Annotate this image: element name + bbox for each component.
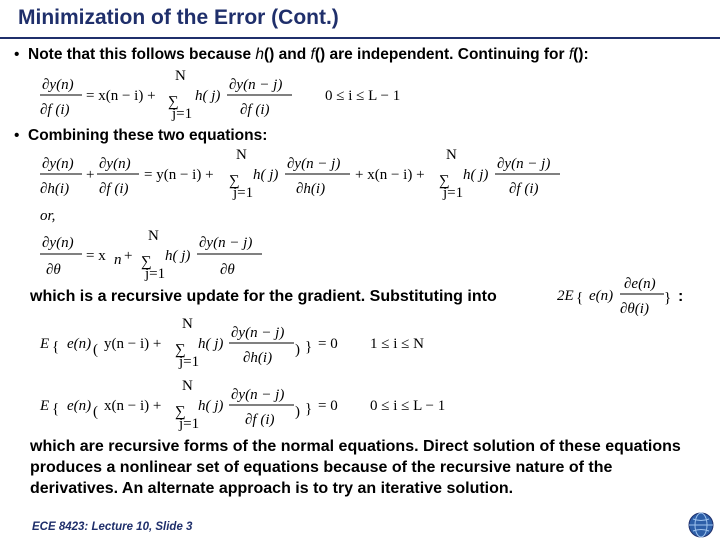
- svg-text:h( j): h( j): [253, 167, 279, 183]
- svg-text:+: +: [86, 167, 95, 183]
- svg-text:}: }: [664, 290, 672, 306]
- bullet1-text-a: Note that this follows because: [28, 46, 256, 63]
- para1-colon: :: [678, 288, 684, 305]
- svg-text:j=1: j=1: [145, 266, 166, 282]
- bullet1-h: h: [255, 46, 264, 63]
- svg-text:∂y(n): ∂y(n): [99, 156, 131, 172]
- bullet1-text-d: ():: [573, 46, 589, 63]
- bullet-dot: •: [14, 127, 20, 144]
- globe-logo-icon: [688, 512, 714, 538]
- svg-text:): ): [295, 404, 300, 420]
- svg-text:∂y(n): ∂y(n): [42, 156, 74, 172]
- bullet1-f2: f: [568, 46, 574, 63]
- svg-text:(: (: [93, 342, 98, 358]
- svg-text:∂y(n − j): ∂y(n − j): [229, 77, 283, 93]
- svg-text:= x: = x: [86, 248, 106, 264]
- svg-text:∂y(n − j): ∂y(n − j): [231, 387, 285, 403]
- svg-text:{: {: [52, 401, 60, 417]
- svg-text:1 ≤ i ≤ N: 1 ≤ i ≤ N: [370, 336, 424, 352]
- svg-text:j=1: j=1: [443, 185, 464, 201]
- svg-text:∑: ∑: [229, 173, 240, 189]
- svg-text:∂θ(i): ∂θ(i): [620, 301, 649, 317]
- svg-text:∂y(n): ∂y(n): [42, 77, 74, 93]
- svg-text:∂y(n − j): ∂y(n − j): [231, 325, 285, 341]
- svg-text:= 0: = 0: [318, 336, 338, 352]
- svg-text:0 ≤ i ≤ L − 1: 0 ≤ i ≤ L − 1: [370, 398, 446, 414]
- svg-text:e(n): e(n): [67, 398, 92, 414]
- svg-text:{: {: [52, 339, 60, 355]
- bullet1-f: f: [310, 46, 315, 63]
- svg-text:E: E: [40, 398, 50, 414]
- recursive-update-text: [30, 286, 497, 307]
- svg-text:= 0: = 0: [318, 398, 338, 414]
- svg-text:∂h(i): ∂h(i): [40, 181, 70, 197]
- svg-text:{: {: [576, 290, 584, 306]
- bullet1-text-c: () are independent. Continuing for: [314, 46, 569, 63]
- svg-text:+ x(n − i) +: + x(n − i) +: [355, 167, 425, 183]
- svg-text:2E: 2E: [557, 288, 574, 304]
- svg-text:∑: ∑: [439, 173, 450, 189]
- svg-text:e(n): e(n): [589, 288, 614, 304]
- svg-text:N: N: [446, 147, 457, 163]
- svg-text:= y(n − i) +: = y(n − i) +: [144, 167, 214, 183]
- svg-text:∑: ∑: [175, 342, 186, 358]
- svg-text:∂f (i): ∂f (i): [40, 102, 70, 118]
- svg-text:+: +: [124, 248, 133, 264]
- svg-text:∂y(n): ∂y(n): [42, 235, 74, 251]
- svg-text:∂θ: ∂θ: [46, 262, 61, 278]
- svg-text:h( j): h( j): [198, 336, 224, 352]
- svg-text:∂h(i): ∂h(i): [296, 181, 326, 197]
- bullet-dot: •: [14, 46, 20, 63]
- svg-text:j=1: j=1: [179, 416, 200, 432]
- svg-text:j=1: j=1: [179, 354, 200, 370]
- svg-text:x(n − i) +: x(n − i) +: [104, 398, 162, 414]
- svg-text:N: N: [236, 147, 247, 163]
- svg-text:∑: ∑: [141, 254, 152, 270]
- svg-text:(: (: [93, 404, 98, 420]
- svg-text:or,: or,: [40, 208, 56, 224]
- svg-text:): ): [295, 342, 300, 358]
- slide-footer: ECE 8423: Lecture 10, Slide 3: [32, 521, 193, 533]
- svg-text:∂e(n): ∂e(n): [624, 276, 656, 292]
- svg-text:∂y(n − j): ∂y(n − j): [287, 156, 341, 172]
- svg-text:∂f (i): ∂f (i): [99, 181, 129, 197]
- svg-text:j=1: j=1: [172, 106, 193, 122]
- svg-text:0 ≤ i ≤ L − 1: 0 ≤ i ≤ L − 1: [325, 88, 401, 104]
- svg-text:N: N: [148, 228, 159, 244]
- svg-text:N: N: [175, 68, 186, 84]
- slide-title: Minimization of the Error (Cont.): [18, 6, 339, 29]
- svg-text:y(n − i) +: y(n − i) +: [104, 336, 162, 352]
- svg-text:= x(n − i) +: = x(n − i) +: [86, 88, 156, 104]
- svg-text:∂f (i): ∂f (i): [245, 412, 275, 428]
- svg-text:E: E: [40, 336, 50, 352]
- svg-text:}: }: [305, 339, 313, 355]
- svg-text:e(n): e(n): [67, 336, 92, 352]
- svg-text:h( j): h( j): [195, 88, 221, 104]
- svg-text:∂h(i): ∂h(i): [243, 350, 273, 366]
- svg-text:∂f (i): ∂f (i): [240, 102, 270, 118]
- svg-text:j=1: j=1: [233, 185, 254, 201]
- svg-text:h( j): h( j): [198, 398, 224, 414]
- svg-text:∂θ: ∂θ: [220, 262, 235, 278]
- svg-text:N: N: [182, 378, 193, 394]
- bullet1-text-b: () and: [264, 46, 311, 63]
- para1-text: which is a recursive update for the gradient. Substituting into: [30, 288, 497, 305]
- bullet-combining: [14, 127, 267, 145]
- svg-text:h( j): h( j): [165, 248, 191, 264]
- svg-text:∂y(n − j): ∂y(n − j): [497, 156, 551, 172]
- svg-text:∑: ∑: [175, 404, 186, 420]
- svg-text:N: N: [182, 316, 193, 332]
- svg-text:}: }: [305, 401, 313, 417]
- bullet2-text: Combining these two equations:: [28, 127, 268, 144]
- svg-text:∑: ∑: [168, 94, 179, 110]
- svg-text:∂y(n − j): ∂y(n − j): [199, 235, 253, 251]
- svg-text:h( j): h( j): [463, 167, 489, 183]
- svg-text:∂f (i): ∂f (i): [509, 181, 539, 197]
- normal-equations-text: which are recursive forms of the normal equations. Direct solution of these equations produces a nonlinear set of equations because of the recursive nature of the derivatives. An alternate approach is to try an iterative solution.: [30, 438, 681, 497]
- svg-text:n: n: [114, 252, 122, 268]
